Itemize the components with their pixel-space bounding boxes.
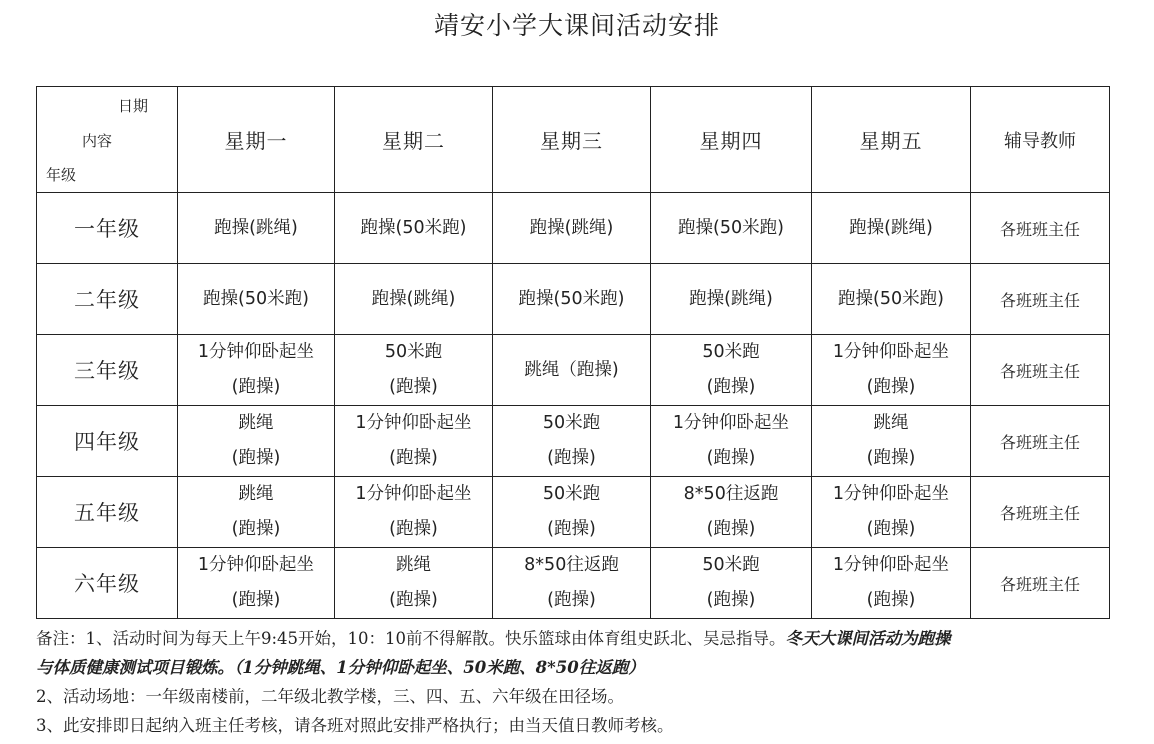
activity-line: 1分钟仰卧起坐: [355, 413, 472, 433]
activity-cell: [335, 335, 493, 406]
activity-line: (跑操): [706, 519, 756, 539]
note-1-text: 备注：1、活动时间为每天上午9:45开始，10：10前不得解散。快乐篮球由体育组史跃北、吴忌指导。: [36, 629, 786, 648]
activity-line: 跑操(跳绳): [214, 217, 298, 238]
note-line-1: [36, 624, 1151, 653]
activity-cell: [493, 193, 651, 264]
day-header-tuesday: 星期二: [335, 87, 493, 193]
activity-line: (跑操): [706, 448, 756, 468]
teacher-header: 辅导教师: [971, 87, 1110, 193]
page-title: 靖安小学大课间活动安排: [433, 11, 720, 40]
activity-line: (跑操): [866, 448, 916, 468]
grade-cell: 二年级: [37, 264, 178, 335]
note-line-3: 2、活动场地：一年级南楼前，二年级北教学楼，三、四、五、六年级在田径场。: [36, 687, 624, 706]
activity-line: 1分钟仰卧起坐: [672, 413, 790, 433]
activity-line: 跑操(50米跑): [360, 217, 467, 238]
table-row: [37, 335, 1110, 406]
activity-cell: [651, 548, 812, 619]
activity-cell: [178, 335, 335, 406]
activity-line: 跑操(跳绳): [529, 217, 614, 238]
activity-line: (跑操): [706, 590, 756, 610]
day-header-monday: 星期一: [178, 87, 335, 193]
activity-line: (跑操): [231, 519, 281, 539]
activity-cell: [493, 477, 651, 548]
activity-line: (跑操): [389, 377, 438, 397]
schedule-table: [36, 86, 1110, 619]
activity-cell: [178, 477, 335, 548]
corner-header-cell: [37, 87, 178, 193]
activity-cell: [651, 264, 812, 335]
day-header-friday: 星期五: [812, 87, 971, 193]
activity-line: 50米跑: [702, 555, 760, 575]
teacher-cell: 各班班主任: [971, 193, 1110, 264]
activity-line: 50米跑: [542, 484, 601, 504]
activity-line: 跳绳: [396, 555, 431, 575]
activity-line: 1分钟仰卧起坐: [197, 342, 315, 362]
teacher-cell: 各班班主任: [971, 264, 1110, 335]
activity-cell: [493, 406, 651, 477]
corner-grade-label: 年级: [46, 166, 77, 184]
table-row: [37, 477, 1110, 548]
activity-line: (跑操): [231, 590, 281, 610]
activity-line: 跳绳（跑操): [524, 359, 619, 380]
activity-cell: [812, 193, 971, 264]
activity-line: (跑操): [389, 448, 438, 468]
teacher-cell: 各班班主任: [971, 548, 1110, 619]
activity-cell: [812, 335, 971, 406]
activity-cell: [335, 477, 493, 548]
activity-cell: [651, 335, 812, 406]
table-row: [37, 406, 1110, 477]
notes-section: [36, 624, 1151, 740]
activity-line: 跳绳: [873, 413, 909, 433]
note-1-emphasis: 冬天大课间活动为跑操: [785, 629, 951, 648]
activity-cell: [178, 193, 335, 264]
day-header-thursday: 星期四: [651, 87, 812, 193]
activity-line: 跑操(跳绳): [689, 288, 773, 309]
activity-line: 50米跑: [702, 342, 760, 362]
activity-line: (跑操): [389, 590, 438, 610]
activity-cell: [651, 193, 812, 264]
activity-cell: [335, 193, 493, 264]
activity-line: 跑操(50米跑): [678, 217, 784, 238]
activity-line: 1分钟仰卧起坐: [832, 484, 950, 504]
grade-cell: 五年级: [37, 477, 178, 548]
activity-line: (跑操): [231, 377, 281, 397]
activity-line: 跳绳: [238, 484, 274, 504]
grade-cell: 四年级: [37, 406, 178, 477]
activity-line: 跑操(50米跑): [838, 288, 944, 309]
activity-line: 8*50往返跑: [683, 484, 779, 504]
activity-cell: [335, 264, 493, 335]
activity-line: 1分钟仰卧起坐: [832, 342, 950, 362]
activity-line: (跑操): [547, 590, 596, 610]
table-row: [37, 548, 1110, 619]
grade-cell: 六年级: [37, 548, 178, 619]
table-row: [37, 264, 1110, 335]
activity-line: (跑操): [389, 519, 438, 539]
activity-line: (跑操): [866, 377, 916, 397]
activity-line: (跑操): [547, 448, 596, 468]
note-line-2: 与体质健康测试项目锻炼。（1分钟跳绳、1分钟仰卧起坐、50米跑、8*50往返跑）: [36, 658, 645, 677]
activity-cell: [812, 406, 971, 477]
table-row: [37, 193, 1110, 264]
activity-line: 跑操(跳绳): [371, 288, 456, 309]
activity-cell: [812, 477, 971, 548]
note-line-4: 3、此安排即日起纳入班主任考核，请各班对照此安排严格执行；由当天值日教师考核。: [36, 716, 674, 735]
activity-cell: [178, 406, 335, 477]
activity-line: (跑操): [547, 519, 596, 539]
activity-cell: [651, 477, 812, 548]
teacher-cell: 各班班主任: [971, 335, 1110, 406]
activity-cell: [493, 264, 651, 335]
day-header-wednesday: 星期三: [493, 87, 651, 193]
activity-cell: [493, 548, 651, 619]
activity-line: 跑操(50米跑): [203, 288, 309, 309]
teacher-cell: 各班班主任: [971, 406, 1110, 477]
activity-line: 1分钟仰卧起坐: [832, 555, 950, 575]
activity-cell: [812, 264, 971, 335]
activity-cell: [493, 335, 651, 406]
activity-cell: [812, 548, 971, 619]
activity-line: 1分钟仰卧起坐: [197, 555, 315, 575]
activity-line: 跑操(50米跑): [518, 288, 625, 309]
activity-line: (跑操): [866, 590, 916, 610]
teacher-cell: 各班班主任: [971, 477, 1110, 548]
activity-line: 50米跑: [542, 413, 601, 433]
activity-cell: [335, 548, 493, 619]
activity-cell: [651, 406, 812, 477]
corner-day-label: 日期: [118, 97, 149, 115]
activity-line: (跑操): [706, 377, 756, 397]
activity-cell: [178, 264, 335, 335]
header-row: [37, 87, 1110, 193]
activity-line: 50米跑: [384, 342, 443, 362]
activity-cell: [335, 406, 493, 477]
corner-content-label: 内容: [82, 132, 113, 150]
grade-cell: 一年级: [37, 193, 178, 264]
activity-line: 8*50往返跑: [524, 555, 619, 575]
activity-line: 1分钟仰卧起坐: [355, 484, 472, 504]
grade-cell: 三年级: [37, 335, 178, 406]
activity-line: 跳绳: [238, 413, 274, 433]
activity-line: 跑操(跳绳): [849, 217, 933, 238]
activity-line: (跑操): [866, 519, 916, 539]
activity-cell: [178, 548, 335, 619]
activity-line: (跑操): [231, 448, 281, 468]
